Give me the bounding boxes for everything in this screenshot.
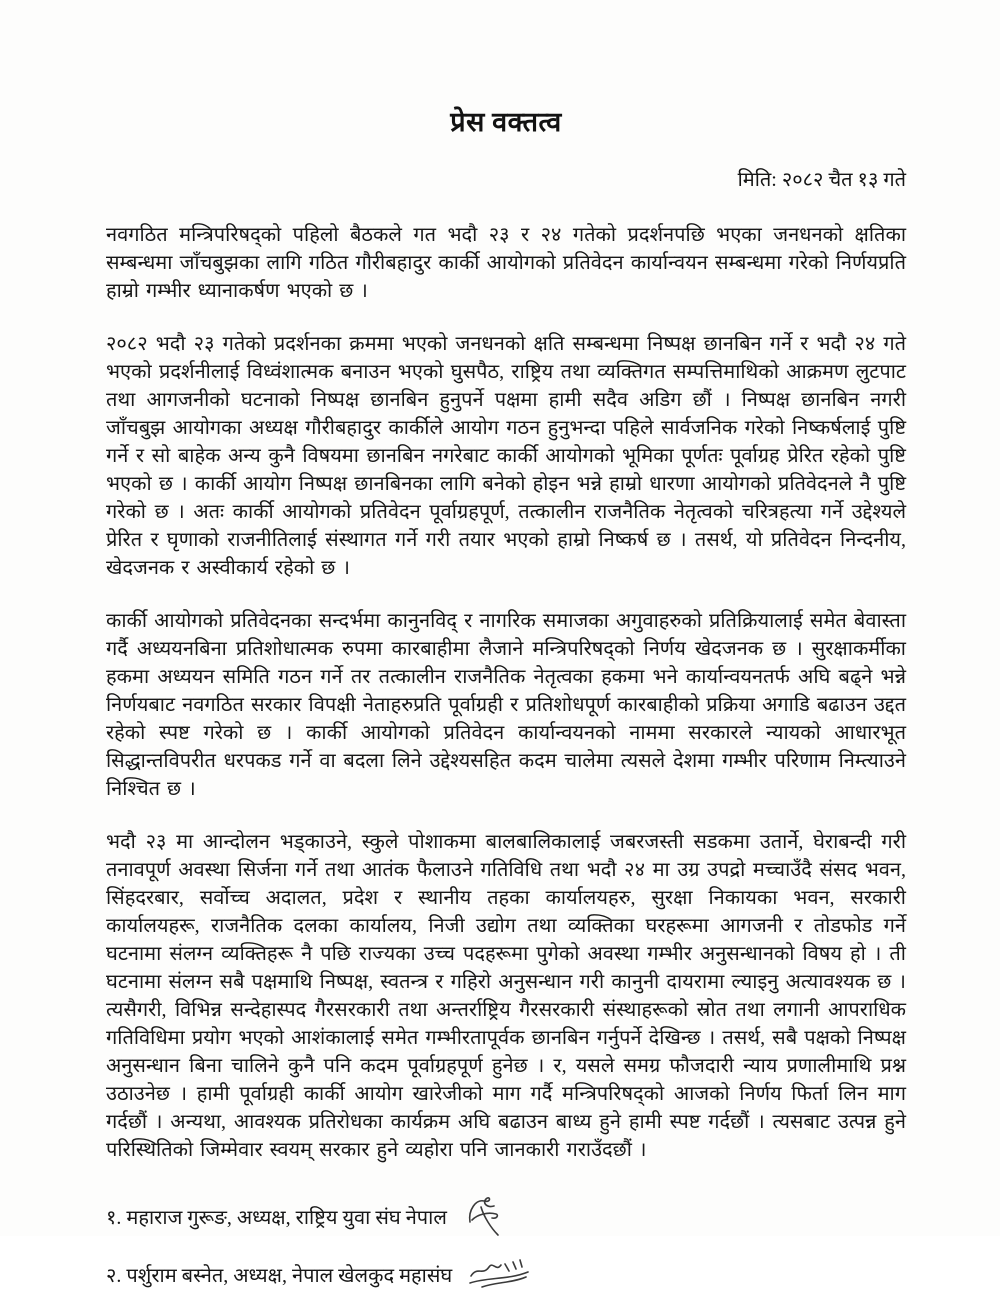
signatory-row-1	[106, 1194, 906, 1238]
paragraph-3: कार्की आयोगको प्रतिवेदनका सन्दर्भमा कानुनविद् र नागरिक समाजका अगुवाहरुको प्रतिक्रियालाई समेत बेवास्ता गर्दै अध्ययनबिना प्रतिशोधात्मक रुपमा कारबाहीमा लैजाने मन्त्रिपरिषद्को निर्णय खेदजनक छ । सुरक्षाकर्मीका हकमा अध्ययन समिति गठन गर्ने तर तत्कालीन राजनैतिक नेतृत्वका हकमा भने कार्यान्वयनतर्फ अघि बढ्ने भन्ने निर्णयबाट नवगठित सरकार विपक्षी नेताहरुप्रति पूर्वाग्रही र प्रतिशोधपूर्ण कारबाहीको प्रक्रिया अगाडि बढाउन उद्दत रहेको स्पष्ट गरेको छ । कार्की आयोगको प्रतिवेदन कार्यान्वयनको नाममा सरकारले न्यायको आधारभूत सिद्धान्तविपरीत धरपकड गर्ने वा बदला लिने उद्देश्यसहित कदम चालेमा त्यसले देशमा गम्भीर परिणाम निम्त्याउने निश्चित छ ।	[106, 610, 906, 800]
page-content	[106, 0, 906, 1296]
date-line: मिति: २०८२ चैत १३ गते	[737, 169, 906, 191]
signature-2-icon	[468, 1256, 532, 1292]
signatory-row-2	[106, 1252, 906, 1296]
signature-1-icon	[463, 1194, 515, 1238]
page-title: प्रेस वक्तत्व	[450, 107, 562, 137]
paragraph-1: नवगठित मन्त्रिपरिषद्को पहिलो बैठकले गत भदौ २३ र २४ गतेको प्रदर्शनपछि भएका जनधनको क्षतिका सम्बन्धमा जाँचबुझका लागि गठित गौरीबहादुर कार्की आयोगको प्रतिवेदन कार्यान्वयन सम्बन्धमा गरेको निर्णयप्रति हाम्रो गम्भीर ध्यानाकर्षण भएको छ ।	[106, 224, 906, 302]
paragraph-4: भदौ २३ मा आन्दोलन भड्काउने, स्कुले पोशाकमा बालबालिकालाई जबरजस्ती सडकमा उतार्ने, घेराबन्दी गरी तनावपूर्ण अवस्था सिर्जना गर्ने तथा आतंक फैलाउने गतिविधि तथा भदौ २४ मा उग्र उपद्रो मच्चाउँदै संसद भवन, सिंहदरबार, सर्वोच्च अदालत, प्रदेश र स्थानीय तहका कार्यालयहरु, सुरक्षा निकायका भवन, सरकारी कार्यालयहरू, राजनैतिक दलका कार्यालय, निजी उद्योग तथा व्यक्तिका घरहरूमा आगजनी र तोडफोड गर्ने घटनामा संलग्न व्यक्तिहरू नै पछि राज्यका उच्च पदहरूमा पुगेको अवस्था गम्भीर अनुसन्धानको विषय हो । ती घटनामा संलग्न सबै पक्षमाथि निष्पक्ष, स्वतन्त्र र गहिरो अनुसन्धान गरी कानुनी दायरामा ल्याइनु अत्यावश्यक छ । त्यसैगरी, विभिन्न सन्देहास्पद गैरसरकारी तथा अन्तर्राष्ट्रिय गैरसरकारी संस्थाहरूको स्रोत तथा लगानी आपराधिक गतिविधिमा प्रयोग भएको आशंकालाई समेत गम्भीरतापूर्वक छानबिन गर्नुपर्ने देखिन्छ । तसर्थ, सबै पक्षको निष्पक्ष अनुसन्धान बिना चालिने कुनै पनि कदम पूर्वाग्रहपूर्ण हुनेछ । र, यसले समग्र फौजदारी न्याय प्रणालीमाथि प्रश्न उठाउनेछ । हामी पूर्वाग्रही कार्की आयोग खारेजीको माग गर्दै मन्त्रिपरिषद्को आजको निर्णय फिर्ता लिन माग गर्दछौं । अन्यथा, आवश्यक प्रतिरोधका कार्यक्रम अघि बढाउन बाध्य हुने हामी स्पष्ट गर्दछौं । त्यसबाट उत्पन्न हुने परिस्थितिको जिम्मेवार स्वयम् सरकार हुने व्यहोरा पनि जानकारी गराउँदछौं ।	[106, 831, 906, 1161]
signatory-list	[106, 1194, 906, 1296]
paragraph-2: २०८२ भदौ २३ गतेको प्रदर्शनका क्रममा भएको जनधनको क्षति सम्बन्धमा निष्पक्ष छानबिन गर्ने र भदौ २४ गते भएको प्रदर्शनीलाई विध्वंशात्मक बनाउन भएको घुसपैठ, राष्ट्रिय तथा व्यक्तिगत सम्पत्तिमाथिको आक्रमण लुटपाट तथा आगजनीको घटनाको निष्पक्ष छानबिन हुनुपर्ने पक्षमा हामी सदैव अडिग छौं । निष्पक्ष छानबिन नगरी जाँचबुझ आयोगका अध्यक्ष गौरीबहादुर कार्कीले आयोग गठन हुनुभन्दा पहिले सार्वजनिक गरेको निष्कर्षलाई पुष्टि गर्ने र सो बाहेक अन्य कुनै विषयमा छानबिन नगरेबाट कार्की आयोगको भूमिका पूर्णतः पूर्वाग्रह प्रेरित रहेको पुष्टि भएको छ । कार्की आयोग निष्पक्ष छानबिनका लागि बनेको होइन भन्ने हाम्रो धारणा आयोगको प्रतिवेदनले नै पुष्टि गरेको छ । अतः कार्की आयोगको प्रतिवेदन पूर्वाग्रहपूर्ण, तत्कालीन राजनैतिक नेतृत्वको चरित्रहत्या गर्ने उद्देश्यले प्रेरित र घृणाको राजनीतिलाई संस्थागत गर्ने गरी तयार भएको हाम्रो निष्कर्ष छ । तसर्थ, यो प्रतिवेदन निन्दनीय, खेदजनक र अस्वीकार्य रहेको छ ।	[106, 333, 906, 579]
signatory-2-text: २. पर्शुराम बस्नेत, अध्यक्ष, नेपाल खेलकुद महासंघ	[106, 1264, 453, 1287]
signatory-1-text: १. महाराज गुरूङ, अध्यक्ष, राष्ट्रिय युवा संघ नेपाल	[106, 1206, 447, 1229]
